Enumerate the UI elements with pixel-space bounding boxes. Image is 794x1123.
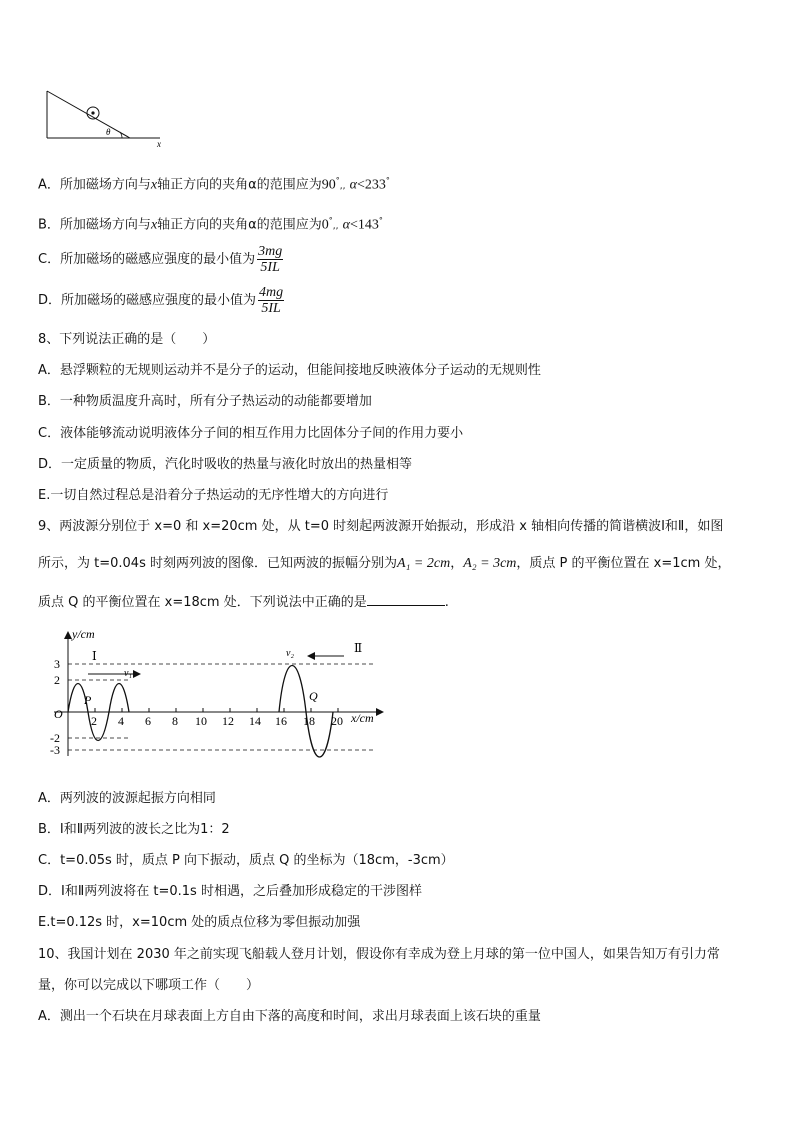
q9-option-d: D．Ⅰ和Ⅱ两列波将在 t=0.1s 时相遇，之后叠加形成稳定的干涉图样 [38, 884, 422, 899]
svg-text:20: 20 [331, 714, 343, 728]
svg-text:16: 16 [275, 714, 287, 728]
x-tick-marks [95, 708, 338, 712]
q8-option-b: B．一种物质温度升高时，所有分子热运动的动能都要增加 [38, 394, 372, 409]
wave-2-curve [279, 666, 333, 758]
q9-stem-line3: 质点 Q 的平衡位置在 x=18cm 处．下列说法中正确的是 . [38, 592, 449, 612]
svg-text:x/cm: x/cm [351, 711, 374, 725]
svg-text:12: 12 [222, 714, 234, 728]
q8-stem: 8、下列说法正确的是（ ） [38, 332, 216, 347]
q10-stem-line2: 量，你可以完成以下哪项工作（ ） [38, 978, 260, 993]
q8-option-e: E.一切自然过程总是沿着分子热运动的无序性增大的方向进行 [38, 488, 389, 503]
svg-text:6: 6 [145, 714, 151, 728]
svg-text:3: 3 [54, 657, 60, 671]
q8-option-c: C．液体能够流动说明液体分子间的相互作用力比固体分子间的作用力要小 [38, 426, 464, 441]
svg-text:2: 2 [54, 673, 60, 687]
answer-blank [367, 592, 445, 606]
q7-option-d: D．所加磁场的磁感应强度的最小值为 $\frac{4mg}{5IL}$ [38, 285, 284, 316]
svg-text:14: 14 [249, 714, 261, 728]
svg-text:v₁: v₁ [124, 668, 132, 679]
q10-option-a: A．测出一个石块在月球表面上方自由下落的高度和时间，求出月球表面上该石块的重量 [38, 1009, 541, 1024]
q8-option-a: A．悬浮颗粒的无规则运动并不是分子的运动，但能间接地反映液体分子运动的无规则性 [38, 363, 541, 378]
wave-figure [48, 626, 388, 768]
q9-option-e: E.t=0.12s 时，x=10cm 处的质点位移为零但振动加强 [38, 915, 361, 930]
svg-text:Ⅱ: Ⅱ [354, 641, 363, 655]
q9-stem-line1: 9、两波源分别位于 x=0 和 x=20cm 处，从 t=0 时刻起两波源开始振动，形成沿 x 轴相向传播的简谐横波Ⅰ和Ⅱ，如图 [38, 519, 724, 534]
q9-option-b: B．Ⅰ和Ⅱ两列波的波长之比为1：2 [38, 822, 230, 837]
theta-label: θ [106, 127, 111, 137]
q10-stem-line1: 10、我国计划在 2030 年之前实现飞船载人登月计划，假设你有幸成为登上月球的第一位中国人，如果告知万有引力常 [38, 947, 720, 962]
svg-text:4: 4 [118, 714, 124, 728]
fraction: $\frac{3mg}{5IL}$ [258, 244, 283, 275]
svg-text:y/cm: y/cm [72, 627, 95, 641]
svg-text:P: P [84, 693, 92, 707]
svg-text:2: 2 [91, 714, 97, 728]
q9-stem-line2: 所示，为 t=0.04s 时刻两列波的图像．已知两波的振幅分别为A₁ = 2cm，A₂ = 3cm，质点 P 的平衡位置在 x=1cm 处， [38, 556, 731, 571]
q7-option-b: B．所加磁场方向与x轴正方向的夹角α的范围应为0°,, α<143° [38, 216, 383, 233]
svg-text:v₂: v₂ [286, 648, 294, 659]
svg-text:18: 18 [303, 714, 315, 728]
svg-text:O: O [54, 707, 63, 721]
svg-text:10: 10 [195, 714, 207, 728]
svg-text:8: 8 [172, 714, 178, 728]
q8-option-d: D．一定质量的物质，汽化时吸收的热量与液化时放出的热量相等 [38, 457, 413, 472]
fraction: $\frac{4mg}{5IL}$ [259, 285, 284, 316]
incline-figure [40, 88, 170, 148]
q9-option-c: C．t=0.05s 时，质点 P 向下振动，质点 Q 的坐标为（18cm，-3cm） [38, 853, 454, 868]
x-axis-label: x [157, 139, 161, 148]
svg-text:-3: -3 [50, 743, 60, 757]
q7-option-a: A．所加磁场方向与x轴正方向的夹角α的范围应为90°,, α<233° [38, 176, 390, 193]
svg-text:-2: -2 [50, 731, 60, 745]
q9-option-a: A．两列波的波源起振方向相同 [38, 791, 216, 806]
q7-option-c: C．所加磁场的磁感应强度的最小值为 $\frac{3mg}{5IL}$ [38, 244, 283, 275]
svg-text:Ⅰ: Ⅰ [92, 649, 97, 663]
svg-text:Q: Q [309, 689, 318, 703]
